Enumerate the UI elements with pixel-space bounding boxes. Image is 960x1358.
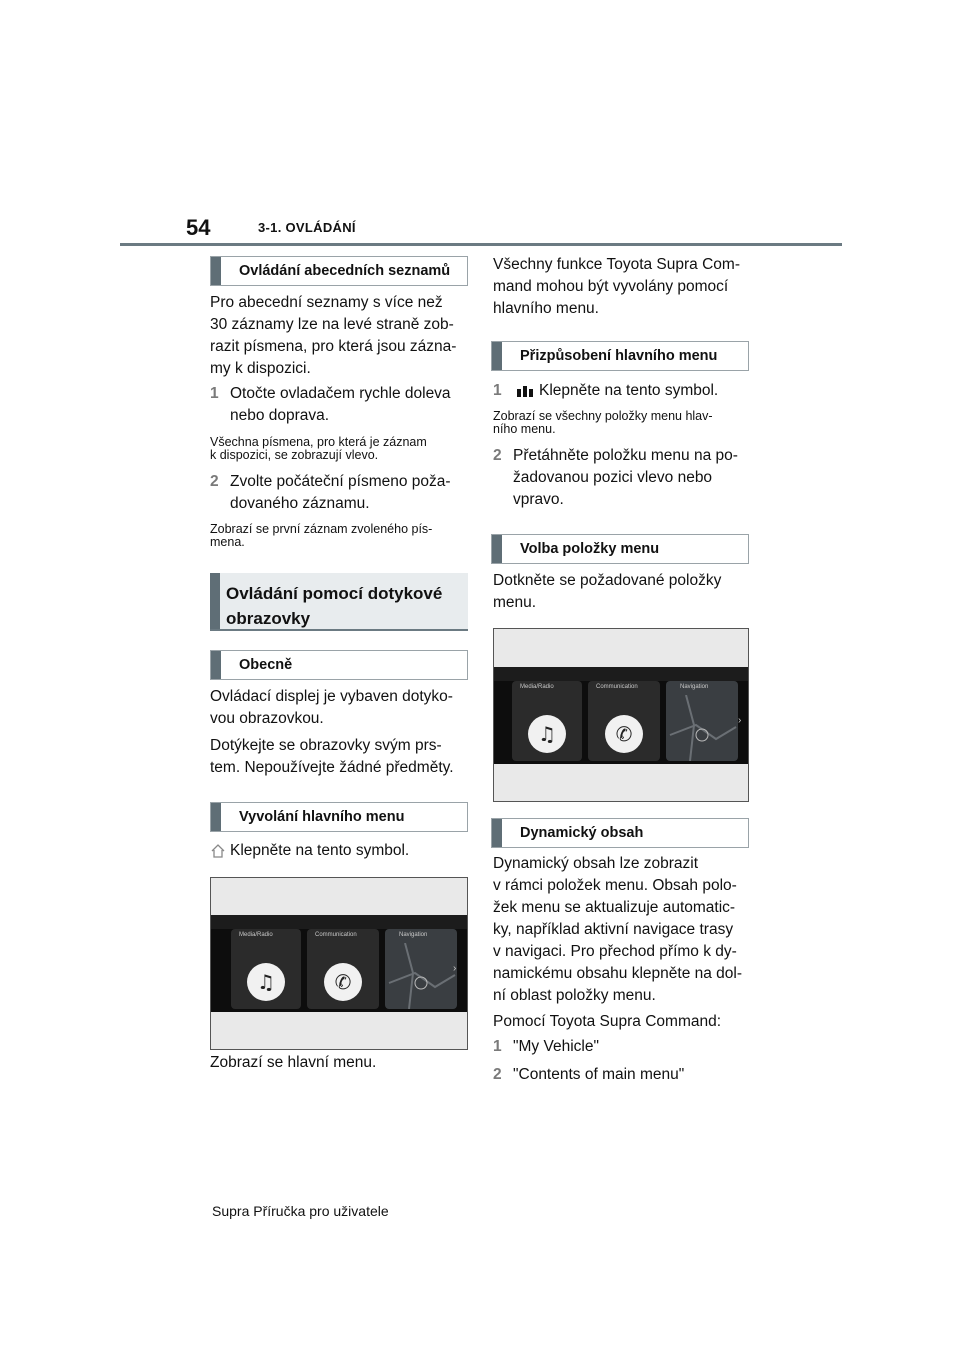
line: menu. [493,594,537,611]
section-title: Obecně [239,657,293,673]
line: Otočte ovladačem rychle doleva [230,385,451,402]
section-bar [211,257,221,285]
figure-select-menu [493,628,749,802]
line: Všechna písmena, pro která je záznam [210,435,427,449]
menu-result: Zobrazí se hlavní menu. [210,1054,377,1071]
section-select-menu [491,534,749,564]
line: Dotýkejte se obrazovky svým prs- [210,737,442,754]
line: Všechny funkce Toyota Supra Com- [493,256,740,273]
line: vou obrazovkou. [210,710,324,727]
line: Zobrazí se všechny položky menu hlav- [493,409,713,423]
section-title: Vyvolání hlavního menu [239,809,405,825]
general-paragraph-2 [210,735,472,779]
section-title: Přizpůsobení hlavního menu [520,348,718,364]
step-text: Klepněte na tento symbol. [230,842,410,859]
phone-icon: ✆ [324,963,362,1001]
step-1 [210,383,472,427]
section-customize-menu [491,341,749,371]
section-touchscreen [210,573,468,631]
tile-navigation[interactable] [385,929,457,1009]
status-bar [211,915,467,929]
section-alpha-lists [210,256,468,286]
section-bar [492,342,502,370]
music-note-icon: ♫ [528,715,566,753]
step-number: 2 [493,1066,502,1083]
tile-label: Communication [596,684,638,690]
note-2 [210,523,472,548]
line: nebo doprava. [230,407,330,424]
phone-icon: ✆ [605,715,643,753]
step-number: 1 [210,385,219,402]
map-icon [666,695,738,761]
line: razit písmena, pro která jsou zázna- [210,338,457,355]
step-number: 2 [493,447,502,464]
tile-label: Navigation [399,932,428,938]
line: v navigaci. Pro přechod přímo k dy- [493,943,737,960]
section-title [226,581,442,631]
command-step-1 [493,1036,755,1058]
display-screen [494,667,748,764]
step-text: "My Vehicle" [513,1038,599,1055]
step-number: 2 [210,473,219,490]
line: žadovanou pozici vlevo nebo [513,469,713,486]
tile-media-radio[interactable] [512,681,582,761]
intro-paragraph [493,254,755,320]
status-bar [494,667,748,681]
line: obrazovky [226,609,311,628]
note-1 [210,436,472,461]
section-title: Volba položky menu [520,541,660,557]
command-step-2 [493,1064,755,1086]
line: ní oblast položky menu. [493,987,656,1004]
section-bar [492,535,502,563]
line: hlavního menu. [493,300,599,317]
tile-label: Media/Radio [239,932,273,938]
page-number: 54 [186,215,211,240]
footer-title: Supra Příručka pro uživatele [212,1203,389,1219]
music-note-icon: ♫ [247,963,285,1001]
general-paragraph-1 [210,686,472,730]
chapter-title: 3-1. OVLÁDÁNÍ [258,220,356,235]
tile-label: Communication [315,932,357,938]
line: mand mohou být vyvolány pomocí [493,278,729,295]
tile-label: Navigation [680,684,709,690]
step-number: 1 [493,382,502,399]
line: mena. [210,534,245,549]
line: Dotkněte se požadované položky [493,572,722,589]
line: vpravo. [513,491,564,508]
tile-communication[interactable] [588,681,660,761]
map-icon [385,943,457,1009]
section-bar [210,573,220,629]
display-screen [211,915,467,1012]
section-bar [211,651,221,679]
line: Přetáhněte položku menu na po- [513,447,738,464]
step-text: Klepněte na tento symbol. [539,382,719,399]
step-text: "Contents of main menu" [513,1066,685,1083]
dynamic-paragraph [493,853,755,1007]
section-title: Ovládání abecedních seznamů [239,263,451,279]
chevron-right-icon[interactable]: › [738,715,742,726]
alpha-paragraph [210,292,472,380]
step-number: 1 [493,1038,502,1055]
line: Zvolte počáteční písmeno poža- [230,473,451,490]
line: ky, například aktivní navigace trasy [493,921,734,938]
section-bar [492,819,502,847]
line: Ovládací displej je vybaven dotyko- [210,688,453,705]
line: Pro abecední seznamy s více než [210,294,443,311]
tile-navigation[interactable] [666,681,738,761]
line: ního menu. [493,421,556,436]
tile-media-radio[interactable] [231,929,301,1009]
line: dovaného záznamu. [230,495,370,512]
line: 30 záznamy lze na levé straně zob- [210,316,454,333]
line: k dispozici, se zobrazují vlevo. [210,447,379,462]
command-paragraph: Pomocí Toyota Supra Command: [493,1013,722,1030]
customize-step-2 [493,445,755,511]
figure-main-menu [210,877,468,1050]
section-main-menu [210,802,468,832]
section-title: Dynamický obsah [520,825,644,841]
line: namickému obsahu klepněte na dol- [493,965,743,982]
section-general [210,650,468,680]
line: v rámci položek menu. Obsah polo- [493,877,737,894]
menu-items-icon [517,386,533,398]
chevron-right-icon[interactable]: › [453,963,457,974]
section-bar [211,803,221,831]
line: tem. Nepoužívejte žádné předměty. [210,759,454,776]
line: Dynamický obsah lze zobrazit [493,855,699,872]
line: Zobrazí se první záznam zvoleného pís- [210,522,433,536]
tile-label: Media/Radio [520,684,554,690]
tile-communication[interactable] [307,929,379,1009]
select-paragraph [493,570,755,614]
header-rule [120,243,842,246]
line: žek menu se aktualizuje automatic- [493,899,736,916]
customize-note [493,410,755,435]
home-icon [210,843,226,859]
line: Ovládání pomocí dotykové [226,584,443,603]
step-2 [210,471,472,515]
line: my k dispozici. [210,360,311,377]
section-dynamic-content [491,818,749,848]
